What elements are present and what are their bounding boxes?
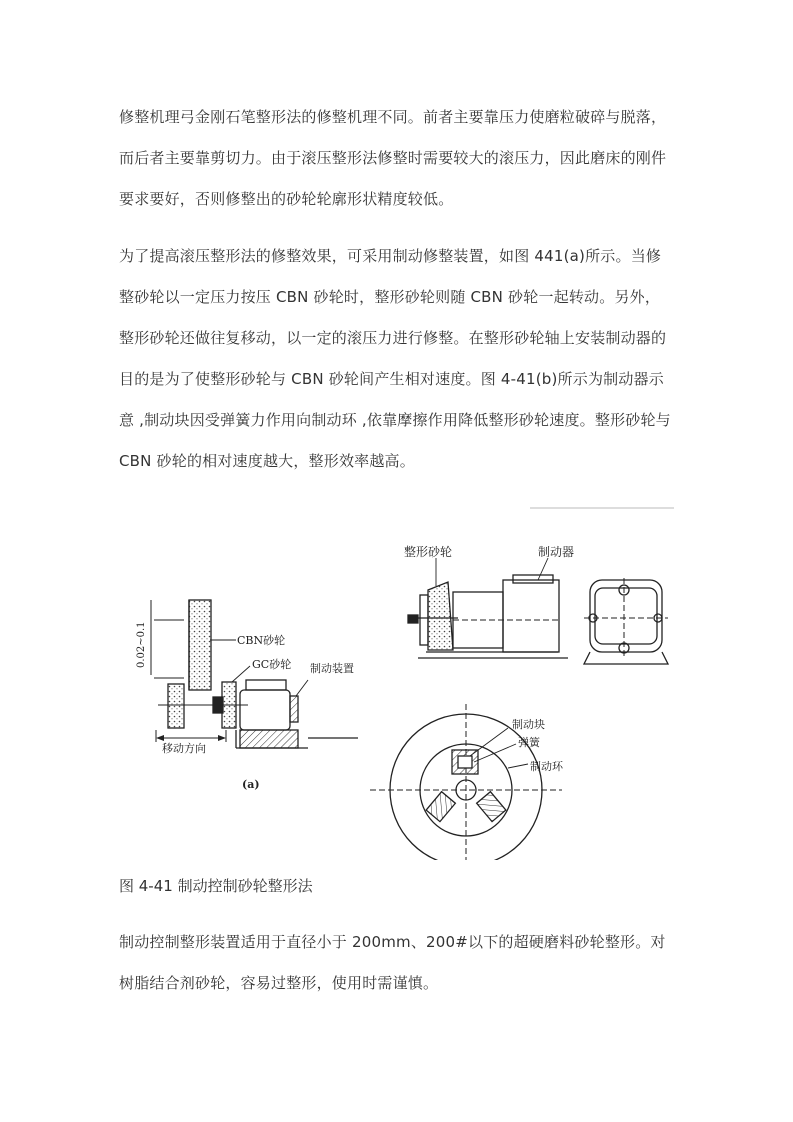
figure-4-41 (118, 500, 678, 860)
brake-label: 制动器 (538, 545, 575, 559)
brake-block-label: 制动块 (512, 718, 545, 731)
brake-ring-label: 制动环 (530, 760, 563, 773)
brake-housing (240, 690, 290, 730)
gc-wheel (222, 682, 236, 728)
paragraph-3: 制动控制整形装置适用于直径小于 200mm、200#以下的超硬磨料砂轮整形。对树脂结合剂砂轮，容易过整形，使用时需谨慎。 (119, 933, 666, 992)
cbn-label: CBN砂轮 (237, 634, 286, 647)
brake-device-label: 制动装置 (310, 662, 354, 675)
gc-label: GC砂轮 (252, 658, 292, 671)
cbn-wheel (189, 600, 211, 690)
spring-label: 弹簧 (518, 736, 540, 749)
dim-label: 0.02~0.1 (136, 621, 147, 668)
move-direction-label: 移动方向 (162, 742, 206, 755)
diagram-b-side (408, 558, 568, 658)
paragraph-1: 修整机理弓金刚石笔整形法的修整机理不同。前者主要靠压力使磨粒破碎与脱落，而后者主要靠剪切力。由于滚压整形法修整时需要较大的滚压力，因此磨床的刚件要求要好，否则修整出的砂轮轮廓形状精度较低。 (119, 108, 667, 208)
gc-wheel-left (168, 684, 184, 728)
diagram-b-end (584, 578, 668, 664)
dress-wheel-label: 整形砂轮 (404, 545, 453, 559)
paragraph-2: 为了提高滚压整形法的修整效果，可采用制动修整装置，如图 441(a)所示。当修整砂轮以一定压力按压 CBN 砂轮时，整形砂轮则随 CBN 砂轮一起转动。另外，整形砂轮还做往复移动，以一定的滚压力进行修整。在整形砂轮轴上安装制动器的目的是为了使整形砂轮与 CBN 砂轮间产生相对速度。图 4-41(b)所示为制动器示意 ,制动块因受弹簧力作用向制动环 ,依靠摩擦作用降低整形砂轮速度。整形砂轮与 CBN 砂轮的相对速度越大，整形效率越高。 (119, 247, 671, 470)
figure-caption: 图 4-41 制动控制砂轮整形法 (119, 877, 313, 895)
subfig-a-label: (a) (242, 778, 260, 791)
